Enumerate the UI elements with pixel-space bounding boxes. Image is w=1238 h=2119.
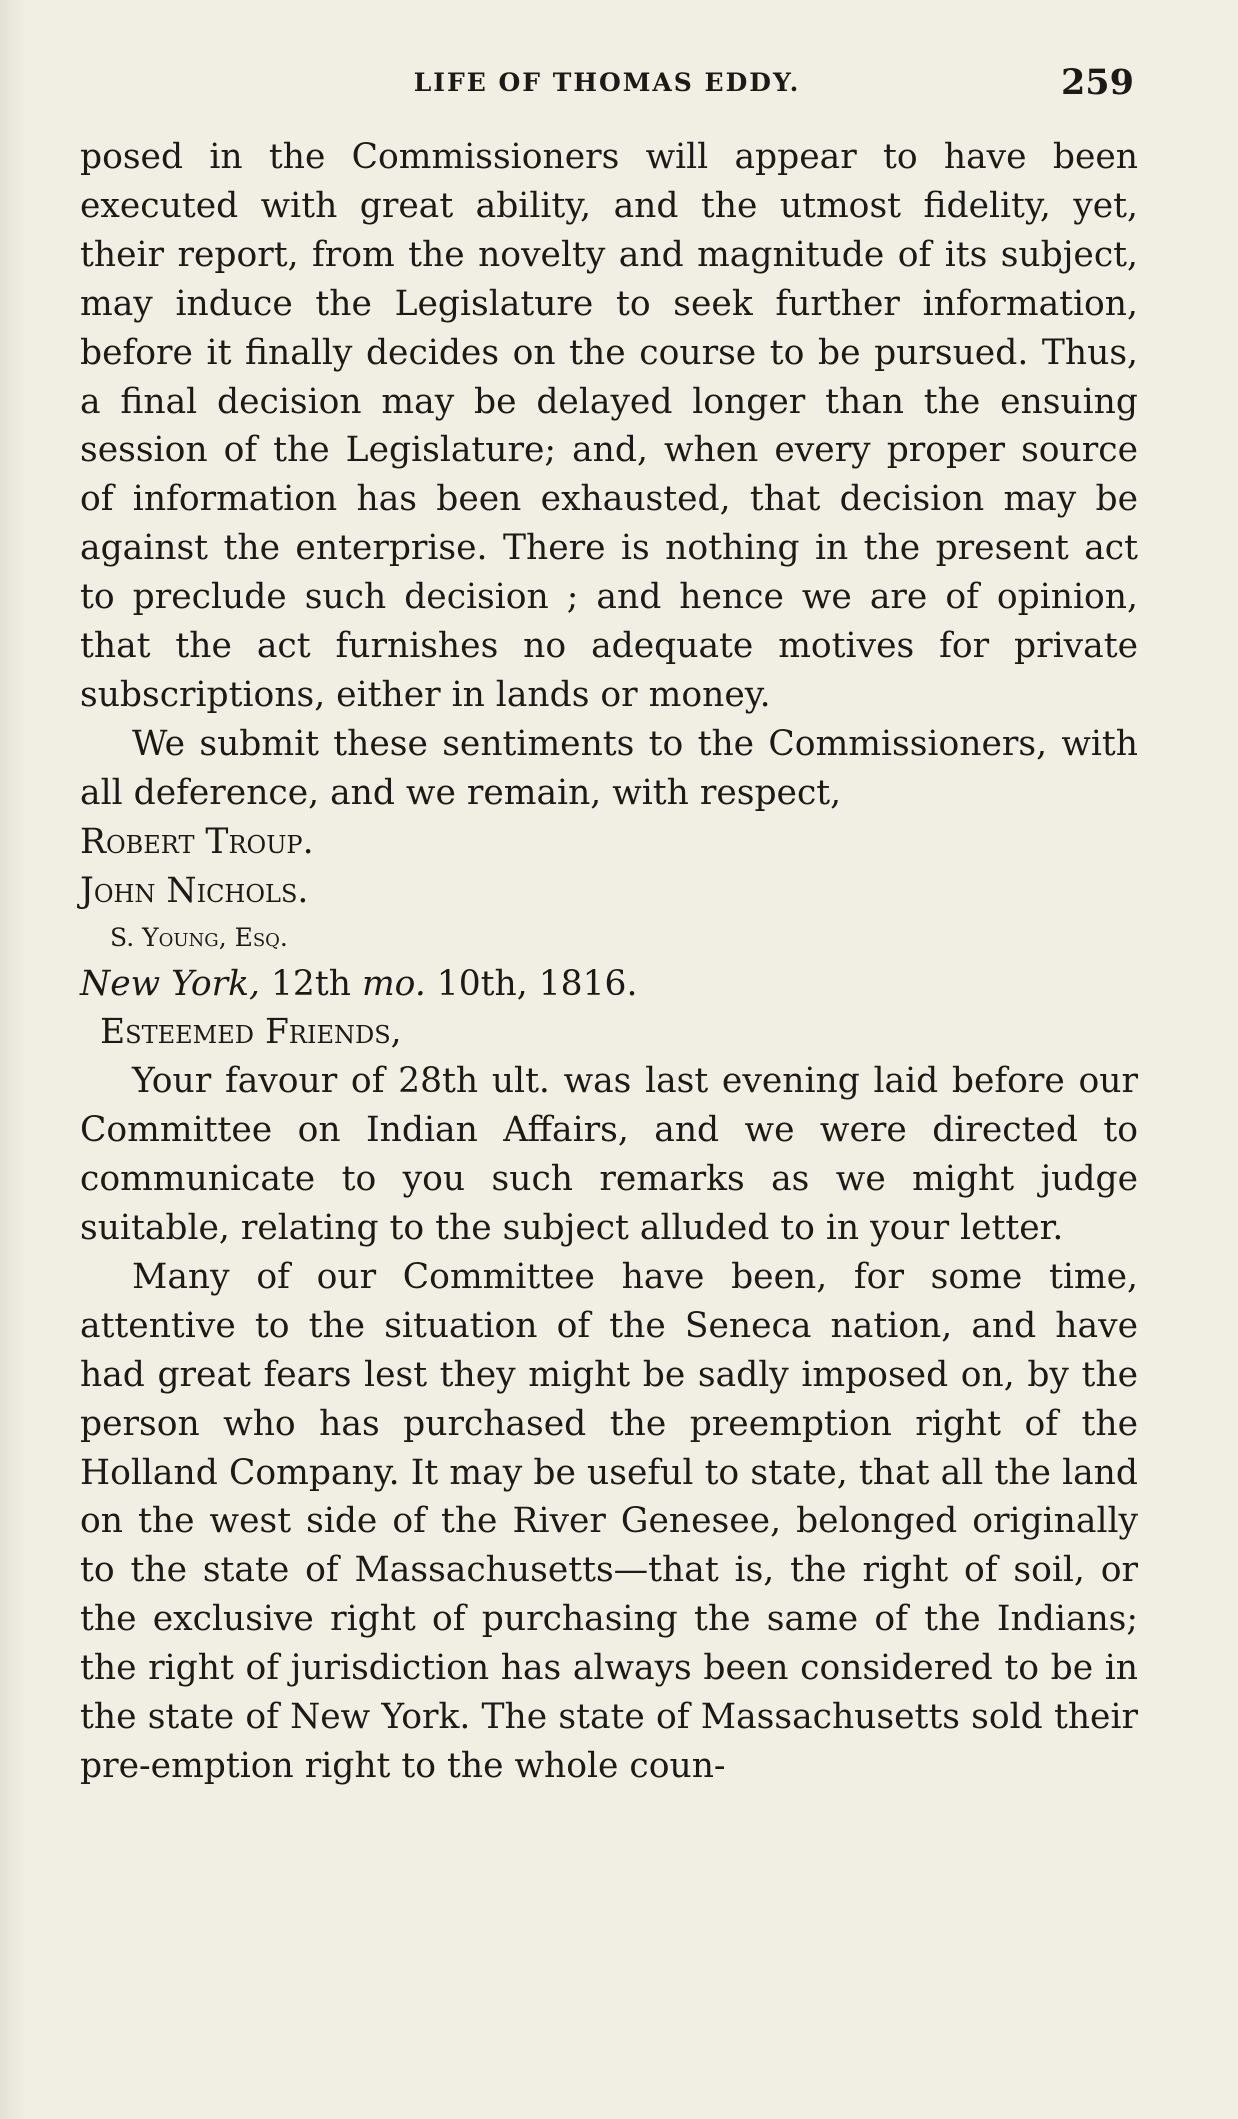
salutation: Esteemed Friends, [100, 1012, 402, 1053]
signatory-name: John Nichols. [80, 870, 309, 911]
dateline-day: 12th [270, 963, 351, 1004]
paragraph-2: Many of our Committee have been, for some time, attentive to the situation of the Seneca nation, and have had great fears lest they might be sadly imposed on, by the person who has purchased the preemption right of the Holland Company. It may be useful to state, that all the land on the west side of the River Genesee, belonged originally to the state of Massachusetts—that is, the right of soil, or the exclusive right of purchasing the same of the Indians; the right of jurisdiction has always been considered to be in the state of New York. The state of Massachusetts sold their pre-emption right to the whole coun- [80, 1256, 1138, 1786]
dateline-month: 10th, [436, 963, 528, 1004]
signatory-name: Robert Troup. [80, 821, 314, 862]
dateline-place: New York, [80, 963, 261, 1004]
signature-robert-troup [80, 818, 1138, 867]
running-title: LIFE OF THOMAS EDDY. [413, 68, 801, 97]
paragraph-closing: We submit these sentiments to the Commissioners, with all deference, and we remain, with respect, [80, 723, 1138, 813]
page-number: 259 [1060, 62, 1134, 103]
dateline-mo: mo. [361, 963, 426, 1004]
paragraph-continued: posed in the Commissioners will appear to have been executed with great ability, and the utmost fidelity, yet, their report, from the novelty and magnitude of its subject, may induce the Legislature to seek further information, before it finally decides on the course to be pursued. Thus, a final decision may be delayed longer than the ensuing session of the Legislature; and, when every proper source of information has been exhausted, that decision may be against the enterprise. There is nothing in the present act to preclude such decision ; and hence we are of opinion, that the act furnishes no adequate motives for private subscriptions, either in lands or money. [80, 137, 1138, 715]
page-body [80, 133, 1138, 1791]
page-header [80, 62, 1134, 106]
dateline-year: 1816. [538, 963, 638, 1004]
addressee: S. Young, Esq. [110, 922, 288, 952]
dateline [80, 960, 1138, 1009]
paragraph-1: Your favour of 28th ult. was last evening laid before our Committee on Indian Affairs, and we were directed to communicate to you such remarks as we might judge suitable, relating to the subject alluded to in your letter. [80, 1061, 1138, 1249]
signature-john-nichols [80, 867, 1138, 916]
